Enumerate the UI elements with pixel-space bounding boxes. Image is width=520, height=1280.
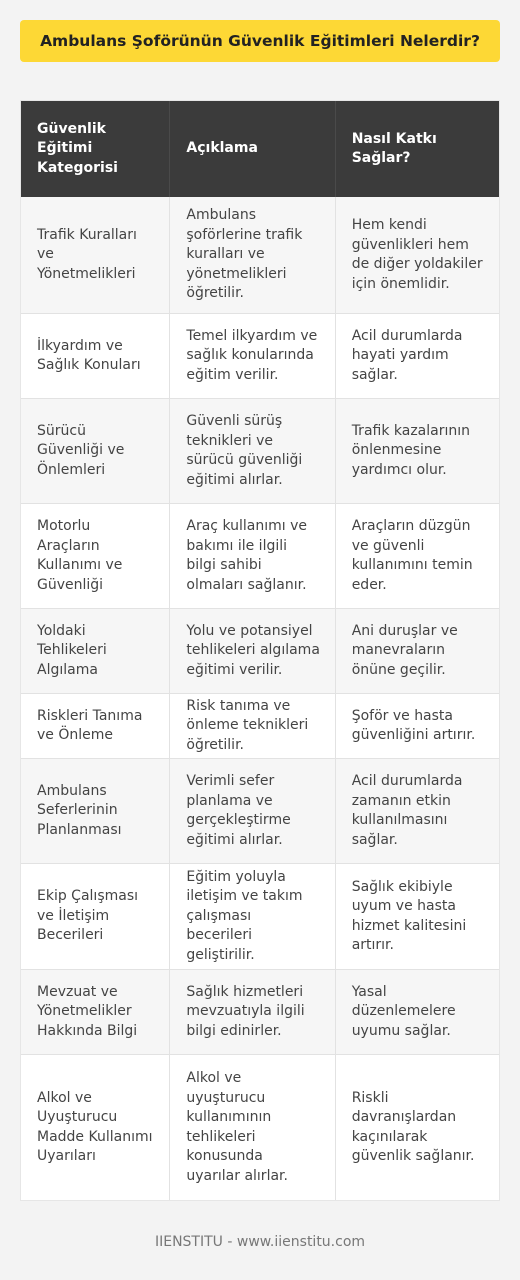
table-row xyxy=(21,609,499,694)
table-row xyxy=(21,864,499,970)
table-row xyxy=(21,197,499,314)
row-category: Trafik Kuralları ve Yönetmelikleri xyxy=(21,197,170,313)
row-contribution: Acil durumlarda hayati yardım sağlar. xyxy=(351,327,463,383)
row-description: Araç kullanımı ve bakımı ile ilgili bilgi sahibi olmaları sağlanır. xyxy=(170,504,335,608)
table-header-row xyxy=(21,101,499,197)
row-description: Alkol ve uyuşturucu kullanımının tehlikeleri konusunda uyarılar alırlar. xyxy=(170,1055,335,1200)
row-description: Risk tanıma ve önleme teknikleri öğretilir. xyxy=(170,694,335,758)
row-category: Motorlu Araçların Kullanımı ve Güvenliği xyxy=(21,504,170,608)
row-contribution: Riskli davranışlardan kaçınılarak güvenlik sağlanır. xyxy=(351,1089,475,1164)
header-category: Güvenlik Eğitimi Kategorisi xyxy=(21,101,170,197)
row-contribution: Acil durumlarda zamanın etkin kullanılmasını sağlar. xyxy=(351,773,463,848)
footer-credit: IIENSTITU - www.iienstitu.com xyxy=(154,1234,366,1250)
row-description: Temel ilkyardım ve sağlık konularında eğitim verilir. xyxy=(170,314,335,398)
table-row xyxy=(21,694,499,759)
header-description: Açıklama xyxy=(170,101,335,197)
row-category: Ambulans Seferlerinin Planlanması xyxy=(21,759,170,863)
table-row xyxy=(21,759,499,864)
row-category: Sürücü Güvenliği ve Önlemleri xyxy=(21,399,170,503)
header-contribution: Nasıl Katkı Sağlar? xyxy=(351,130,437,166)
row-category: Ekip Çalışması ve İletişim Becerileri xyxy=(21,864,170,969)
row-contribution: Sağlık ekibiyle uyum ve hasta hizmet kalitesini artırır. xyxy=(351,878,467,953)
row-contribution: Şoför ve hasta güvenliğini artırır. xyxy=(351,707,476,743)
row-category: İlkyardım ve Sağlık Konuları xyxy=(21,314,170,398)
table-row xyxy=(21,504,499,609)
row-contribution: Araçların düzgün ve güvenli kullanımını temin eder. xyxy=(351,518,473,593)
table-row xyxy=(21,970,499,1055)
row-contribution: Hem kendi güvenlikleri hem de diğer yoldakiler için önemlidir. xyxy=(351,217,483,292)
row-description: Eğitim yoluyla iletişim ve takım çalışması becerileri geliştirilir. xyxy=(170,864,335,969)
row-category: Mevzuat ve Yönetmelikler Hakkında Bilgi xyxy=(21,970,170,1054)
page-title: Ambulans Şoförünün Güvenlik Eğitimleri Nelerdir? xyxy=(20,20,500,62)
table-row xyxy=(21,1055,499,1200)
row-contribution: Ani duruşlar ve manevraların önüne geçilir. xyxy=(351,622,458,678)
row-category: Yoldaki Tehlikeleri Algılama xyxy=(21,609,170,693)
table-row xyxy=(21,314,499,399)
row-category: Riskleri Tanıma ve Önleme xyxy=(21,694,170,758)
row-description: Güvenli sürüş teknikleri ve sürücü güvenliği eğitimi alırlar. xyxy=(170,399,335,503)
row-description: Sağlık hizmetleri mevzuatıyla ilgili bilgi edinirler. xyxy=(170,970,335,1054)
row-contribution: Trafik kazalarının önlenmesine yardımcı olur. xyxy=(351,422,471,478)
row-contribution: Yasal düzenlemelere uyumu sağlar. xyxy=(351,983,456,1039)
row-category: Alkol ve Uyuşturucu Madde Kullanımı Uyarıları xyxy=(21,1055,170,1200)
row-description: Yolu ve potansiyel tehlikeleri algılama eğitimi verilir. xyxy=(170,609,335,693)
row-description: Verimli sefer planlama ve gerçekleştirme eğitimi alırlar. xyxy=(170,759,335,863)
training-table xyxy=(20,100,500,1201)
table-row xyxy=(21,399,499,504)
row-description: Ambulans şoförlerine trafik kuralları ve yönetmelikleri öğretilir. xyxy=(170,197,335,313)
